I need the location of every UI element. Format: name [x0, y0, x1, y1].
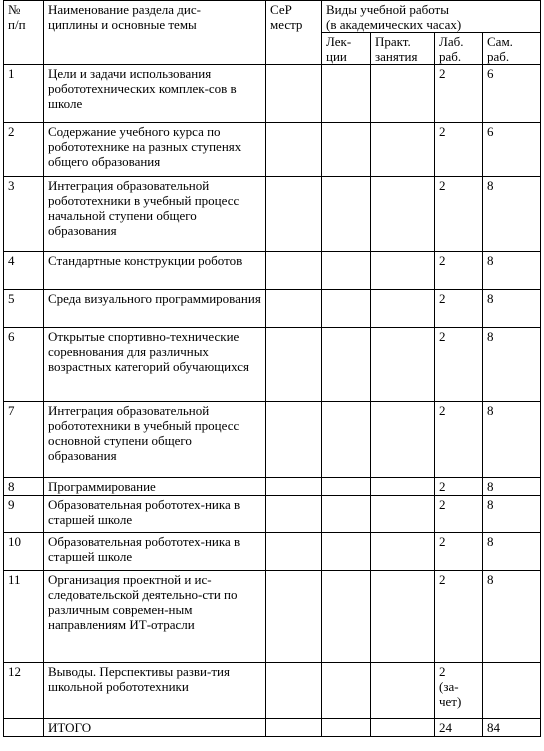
row-title: Образовательная робототех-ника в старшей школе [44, 496, 266, 533]
row-practice [371, 328, 435, 402]
row-lab: 2 [435, 252, 483, 290]
row-title: Среда визуального программирования [44, 290, 266, 328]
row-semester [266, 533, 322, 571]
row-practice [371, 571, 435, 663]
row-self: 8 [483, 290, 541, 328]
row-title: Стандартные конструкции роботов [44, 252, 266, 290]
row-self: 8 [483, 571, 541, 663]
row-lab: 2 [435, 177, 483, 252]
row-semester [266, 402, 322, 478]
total-number [4, 719, 44, 737]
row-title: Цели и задачи использования робототехнических комплек-сов в школе [44, 65, 266, 123]
row-self: 8 [483, 252, 541, 290]
row-practice [371, 65, 435, 123]
row-self: 8 [483, 478, 541, 496]
row-lab: 2 [435, 402, 483, 478]
row-semester [266, 571, 322, 663]
header-work-kinds: Виды учебной работы (в академических часах) [322, 1, 541, 33]
total-label: ИТОГО [44, 719, 266, 737]
row-semester [266, 496, 322, 533]
row-lectures [322, 65, 371, 123]
table-row [4, 478, 541, 496]
table-row [4, 65, 541, 123]
row-number: 8 [4, 478, 44, 496]
row-title: Интеграция образовательной робототехники в учебный процесс начальной ступени общего образования [44, 177, 266, 252]
table-row [4, 290, 541, 328]
table-row [4, 328, 541, 402]
table-row [4, 252, 541, 290]
total-semester [266, 719, 322, 737]
row-self: 8 [483, 177, 541, 252]
row-number: 4 [4, 252, 44, 290]
total-practice [371, 719, 435, 737]
row-self: 8 [483, 533, 541, 571]
row-number: 1 [4, 65, 44, 123]
row-semester [266, 123, 322, 177]
row-lab: 2 [435, 533, 483, 571]
row-title: Программирование [44, 478, 266, 496]
row-number: 12 [4, 663, 44, 719]
row-lab: 2 [435, 496, 483, 533]
row-title: Интеграция образовательной робототехники в учебный процесс основной ступени общего образования [44, 402, 266, 478]
row-title: Открытые спортивно-технические соревнования для различных возрастных категорий обучающихся [44, 328, 266, 402]
header-number: № п/п [4, 1, 44, 65]
row-number: 5 [4, 290, 44, 328]
row-practice [371, 496, 435, 533]
row-semester [266, 65, 322, 123]
row-practice [371, 402, 435, 478]
row-self: 6 [483, 123, 541, 177]
row-lab: 2 [435, 571, 483, 663]
row-self: 8 [483, 328, 541, 402]
row-self: 8 [483, 496, 541, 533]
row-lectures [322, 402, 371, 478]
row-lectures [322, 571, 371, 663]
row-lectures [322, 496, 371, 533]
table-row [4, 571, 541, 663]
row-self: 8 [483, 402, 541, 478]
row-practice [371, 478, 435, 496]
row-lectures [322, 177, 371, 252]
row-lectures [322, 663, 371, 719]
table-row [4, 177, 541, 252]
row-title: Образовательная робототех-ника в старшей школе [44, 533, 266, 571]
row-lectures [322, 478, 371, 496]
course-plan-table [3, 0, 541, 737]
row-practice [371, 290, 435, 328]
row-practice [371, 533, 435, 571]
row-lab: 2 [435, 478, 483, 496]
row-semester [266, 177, 322, 252]
header-section-title: Наименование раздела дис- циплины и основные темы [44, 1, 266, 65]
row-semester [266, 478, 322, 496]
row-lab: 2 [435, 123, 483, 177]
row-number: 11 [4, 571, 44, 663]
document-page [3, 0, 540, 737]
row-practice [371, 177, 435, 252]
row-number: 2 [4, 123, 44, 177]
row-lab: 2 (за- чет) [435, 663, 483, 719]
row-lectures [322, 328, 371, 402]
row-self: 6 [483, 65, 541, 123]
header-row [4, 1, 541, 33]
row-semester [266, 252, 322, 290]
table-row [4, 496, 541, 533]
row-number: 9 [4, 496, 44, 533]
total-lectures [322, 719, 371, 737]
table-row [4, 402, 541, 478]
row-lab: 2 [435, 65, 483, 123]
total-lab: 24 [435, 719, 483, 737]
header-semester: СеР местр [266, 1, 322, 65]
row-lectures [322, 123, 371, 177]
row-title: Выводы. Перспективы разви-тия школьной робототехники [44, 663, 266, 719]
row-title: Содержание учебного курса по робототехнике на разных ступенях общего образования [44, 123, 266, 177]
row-semester [266, 663, 322, 719]
row-number: 6 [4, 328, 44, 402]
row-self [483, 663, 541, 719]
row-practice [371, 252, 435, 290]
row-lectures [322, 252, 371, 290]
row-lab: 2 [435, 290, 483, 328]
table-row [4, 533, 541, 571]
row-semester [266, 290, 322, 328]
row-number: 3 [4, 177, 44, 252]
row-lab: 2 [435, 328, 483, 402]
header-selfwork: Сам. раб. [483, 33, 541, 65]
table-row [4, 663, 541, 719]
total-self: 84 [483, 719, 541, 737]
row-lectures [322, 290, 371, 328]
table-row [4, 123, 541, 177]
total-row [4, 719, 541, 737]
row-number: 7 [4, 402, 44, 478]
row-title: Организация проектной и ис-следовательской деятельно-сти по различным современ-ным направлениям ИТ-отрасли [44, 571, 266, 663]
header-lab: Лаб. раб. [435, 33, 483, 65]
row-practice [371, 123, 435, 177]
header-practice: Практ. занятия [371, 33, 435, 65]
row-lectures [322, 533, 371, 571]
row-semester [266, 328, 322, 402]
row-number: 10 [4, 533, 44, 571]
header-lectures: Лек- ции [322, 33, 371, 65]
row-practice [371, 663, 435, 719]
